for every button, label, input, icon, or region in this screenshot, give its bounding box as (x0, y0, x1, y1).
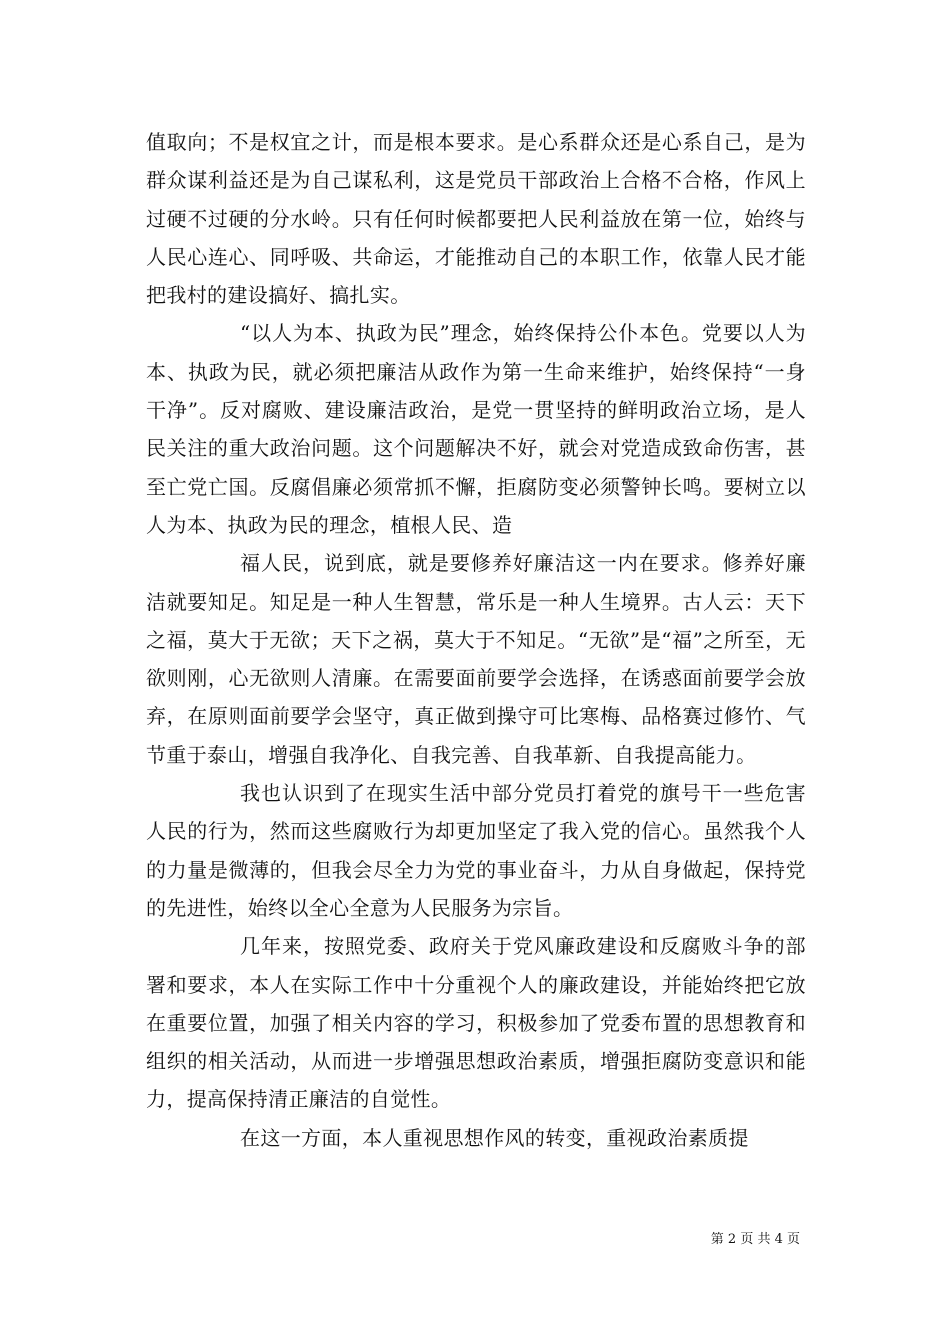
document-body (146, 123, 806, 1157)
page-number-footer: 第 2 页 共 4 页 (710, 1232, 800, 1247)
paragraph-4: 我也认识到了在现实生活中部分党员打着党的旗号干一些危害人民的行为，然而这些腐败行为却更加坚定了我入党的信心。虽然我个人的力量是微薄的，但我会尽全力为党的事业奋斗，力从自身做起，保持党的先进性，始终以全心全意为人民服务为宗旨。 (146, 781, 806, 920)
paragraph-3: 福人民，说到底，就是要修养好廉洁这一内在要求。修养好廉洁就要知足。知足是一种人生智慧，常乐是一种人生境界。古人云：天下之福，莫大于无欲；天下之祸，莫大于不知足。“无欲”是“福”之所至，无欲则刚，心无欲则人清廉。在需要面前要学会选择，在诱惑面前要学会放弃，在原则面前要学会坚守，真正做到操守可比寒梅、品格赛过修竹、气节重于泰山，增强自我净化、自我完善、自我革新、自我提高能力。 (146, 551, 806, 767)
paragraph-6: 在这一方面，本人重视思想作风的转变，重视政治素质提 (240, 1125, 749, 1150)
paragraph-2: “以人为本、执政为民”理念，始终保持公仆本色。党要以人为本、执政为民，就必须把廉洁从政作为第一生命来维护，始终保持“一身干净”。反对腐败、建设廉洁政治，是党一贯坚持的鲜明政治立场，是人民关注的重大政治问题。这个问题解决不好，就会对党造成致命伤害，甚至亡党亡国。反腐倡廉必须常抓不懈，拒腐防变必须警钟长鸣。要树立以人为本、执政为民的理念，植根人民、造 (146, 321, 806, 537)
paragraph-1: 值取向；不是权宜之计，而是根本要求。是心系群众还是心系自己，是为群众谋利益还是为自己谋私利，这是党员干部政治上合格不合格，作风上过硬不过硬的分水岭。只有任何时候都要把人民利益放在第一位，始终与人民心连心、同呼吸、共命运，才能推动自己的本职工作，依靠人民才能把我村的建设搞好、搞扎实。 (146, 130, 806, 308)
paragraph-5: 几年来，按照党委、政府关于党风廉政建设和反腐败斗争的部署和要求，本人在实际工作中十分重视个人的廉政建设，并能始终把它放在重要位置，加强了相关内容的学习，积极参加了党委布置的思想教育和组织的相关活动，从而进一步增强思想政治素质，增强拒腐防变意识和能力，提高保持清正廉洁的自觉性。 (146, 934, 806, 1112)
